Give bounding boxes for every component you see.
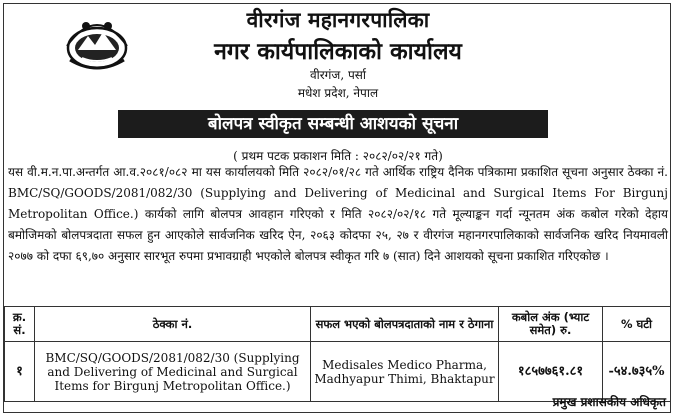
signatory: प्रमुख प्रशासकीय अधिकृत bbox=[552, 395, 666, 409]
table-header-row bbox=[5, 307, 671, 342]
office-name: नगर कार्यपालिकाको कार्यालय bbox=[214, 39, 462, 65]
header-sn: क्र. सं. bbox=[5, 307, 35, 342]
header-contract: ठेक्का नं. bbox=[35, 307, 311, 342]
award-table bbox=[4, 306, 671, 402]
cell-contract: BMC/SQ/GOODS/2081/082/30 (Supplying and Delivering of Medicinal and Surgical Items for Birgunj Metropolitan Office.) bbox=[35, 342, 311, 402]
publication-date: ( प्रथम पटक प्रकाशन मिति : २०८२/०२/२१ गते) bbox=[233, 149, 443, 163]
cell-bidder: Medisales Medico Pharma, Madhyapur Thimi, Bhaktapur bbox=[311, 342, 499, 402]
header-bidder: सफल भएको बोलपत्रदाताको नाम र ठेगाना bbox=[311, 307, 499, 342]
header-percent: % घटी bbox=[603, 307, 671, 342]
municipality-name: वीरगंज महानगरपालिका bbox=[246, 8, 430, 32]
header-amount: कबोल अंक (भ्याट समेत) रु. bbox=[499, 307, 603, 342]
notice-body: यस वी.म.न.पा.अन्तर्गत आ.व.२०८१/०८२ मा यस कार्यालयको मिति २०८२/०१/२८ गते आर्थिक राष्ट्रिय दैनिक पत्रिकामा प्रकाशित सूचना अनुसार ठेक्का नं. BMC/SQ/GOODS/2081/082/30 (Supplying and Delivering of Medicinal and Surgical Items For Birgunj Metropolitan Office.) कार्यको लागि बोलपत्र आवहान गरिएको र मिति २०८२/०२/१८ गते मूल्याङ्कन गर्दा न्यूनतम अंक कबोल गरेको देहाय बमोजिमको बोलपत्रदाता सफल हुन आएकोले सार्वजनिक खरिद ऐन, २०६३ कोदफा २५, २७ र वीरगंज महानगरपालिकाको सार्वजनिक खरिद नियमावली २०७७ को दफा ६९,७० अनुसार सारभूत रुपमा प्रभावग्राही भएकोले बोलपत्र स्वीकृत गरि ७ (सात) दिने आशयको सूचना प्रकाशित गरिएकोछ । bbox=[8, 165, 668, 263]
notice-title: बोलपत्र स्वीकृत सम्बन्धी आशयको सूचना bbox=[118, 110, 548, 138]
province-text: मधेश प्रदेश, नेपाल bbox=[297, 86, 379, 100]
cell-sn: १ bbox=[5, 342, 35, 402]
location-text: वीरगंज, पर्सा bbox=[309, 68, 366, 82]
cell-amount: १८५७७६१.८१ bbox=[499, 342, 603, 402]
cell-percent: -५४.७३५% bbox=[603, 342, 671, 402]
